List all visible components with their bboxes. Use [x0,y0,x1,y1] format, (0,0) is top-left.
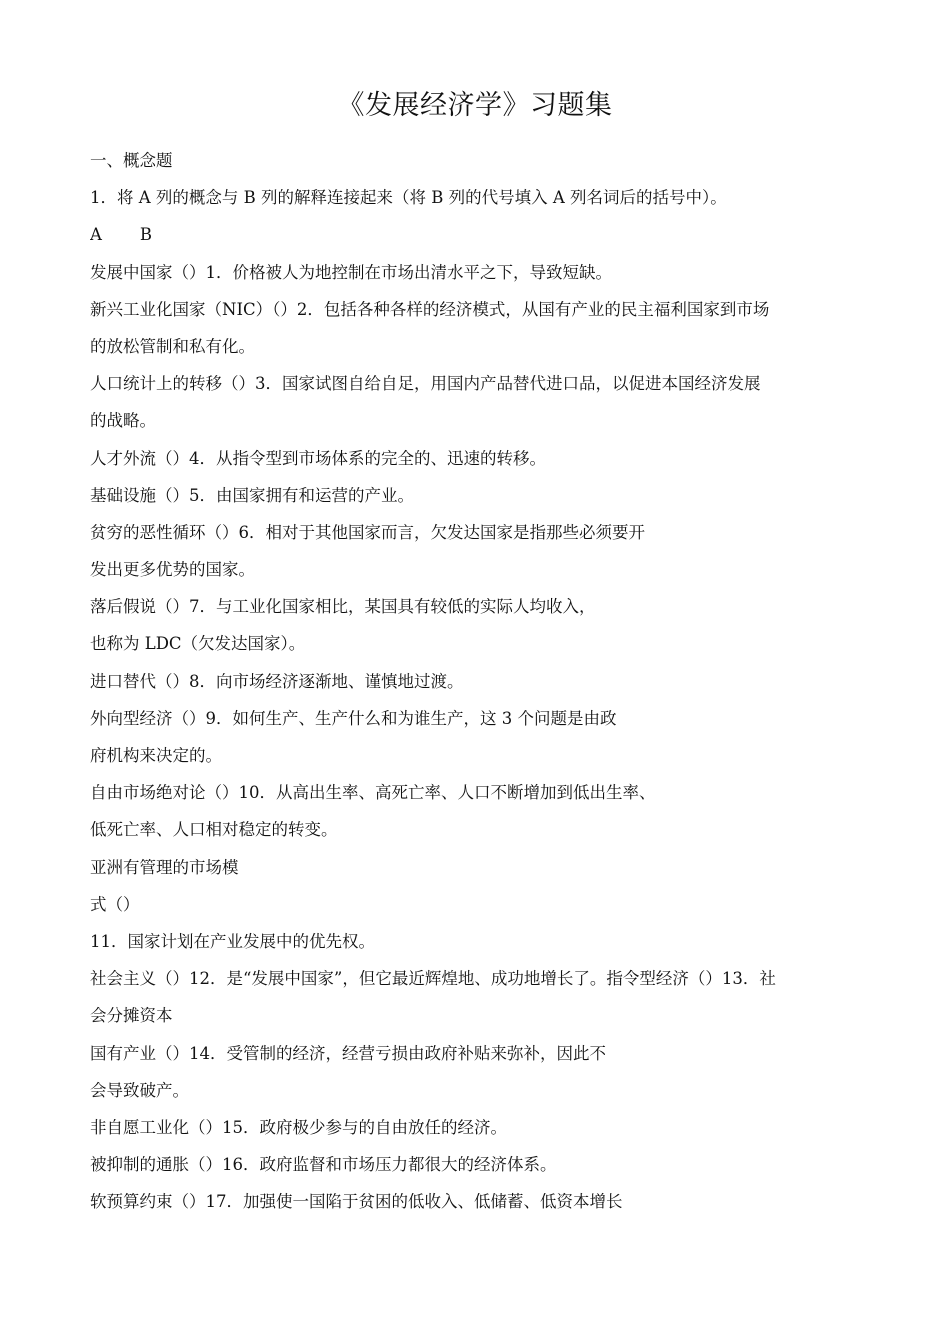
text-line: 亚洲有管理的市场模 [90,857,239,877]
text-line: 也称为 LDC（欠发达国家）。 [90,634,306,654]
text-line: 基础设施（）5．由国家拥有和运营的产业。 [90,485,414,505]
text-line: 进口替代（）8．向市场经济逐渐地、谨慎地过渡。 [90,671,464,691]
text-line: 非自愿工业化（）15．政府极少参与的自由放任的经济。 [90,1117,507,1137]
text-line: 会分摊资本 [90,1006,173,1026]
text-line: 府机构来决定的。 [90,746,222,765]
text-line: 式（） [90,894,140,914]
document-body [90,142,865,1220]
section-heading: 一、概念题 [90,151,173,170]
text-line: 会导致破产。 [90,1080,189,1100]
text-line: 国有产业（）14．受管制的经济，经营亏损由政府补贴来弥补，因此不 [90,1043,606,1063]
text-line: 的放松管制和私有化。 [90,336,255,356]
text-line: 发出更多优势的国家。 [90,560,255,580]
text-line: 被抑制的通胀（）16．政府监督和市场压力都很大的经济体系。 [90,1155,557,1175]
column-a-label: A [90,225,102,245]
text-line: 软预算约束（）17．加强使一国陷于贫困的低收入、低储蓄、低资本增长 [90,1192,623,1212]
text-line: 的战略。 [90,411,156,431]
text-line: 社会主义（）12．是“发展中国家”，但它最近辉煌地、成功地增长了。指令型经济（）13．社 [90,969,776,989]
text-line: 外向型经济（）9．如何生产、生产什么和为谁生产，这 3 个问题是由政 [90,708,617,728]
text-line: 11．国家计划在产业发展中的优先权。 [90,931,375,951]
text-line: 落后假说（）7．与工业化国家相比，某国具有较低的实际人均收入， [90,597,596,617]
text-line: 贫穷的恶性循环（）6．相对于其他国家而言，欠发达国家是指那些必须要开 [90,522,645,542]
text-line: 人口统计上的转移（）3．国家试图自给自足，用国内产品替代进口品，以促进本国经济发展 [90,374,761,394]
question-instruction: 1．将 A 列的概念与 B 列的解释连接起来（将 B 列的代号填入 A 列名词后的括号中）。 [90,188,727,208]
text-line: 新兴工业化国家（NIC）（）2．包括各种各样的经济模式，从国有产业的民主福利国家到市场 [90,299,770,319]
text-line: 低死亡率、人口相对稳定的转变。 [90,820,338,840]
text-line: 人才外流（）4．从指令型到市场体系的完全的、迅速的转移。 [90,448,546,468]
document-title: 《发展经济学》习题集 [337,90,613,121]
column-headers [90,216,865,253]
text-line: 发展中国家（）1．价格被人为地控制在市场出清水平之下，导致短缺。 [90,262,612,282]
column-b-label: B [139,225,153,245]
text-line: 自由市场绝对论（）10．从高出生率、高死亡率、人口不断增加到低出生率、 [90,783,656,803]
